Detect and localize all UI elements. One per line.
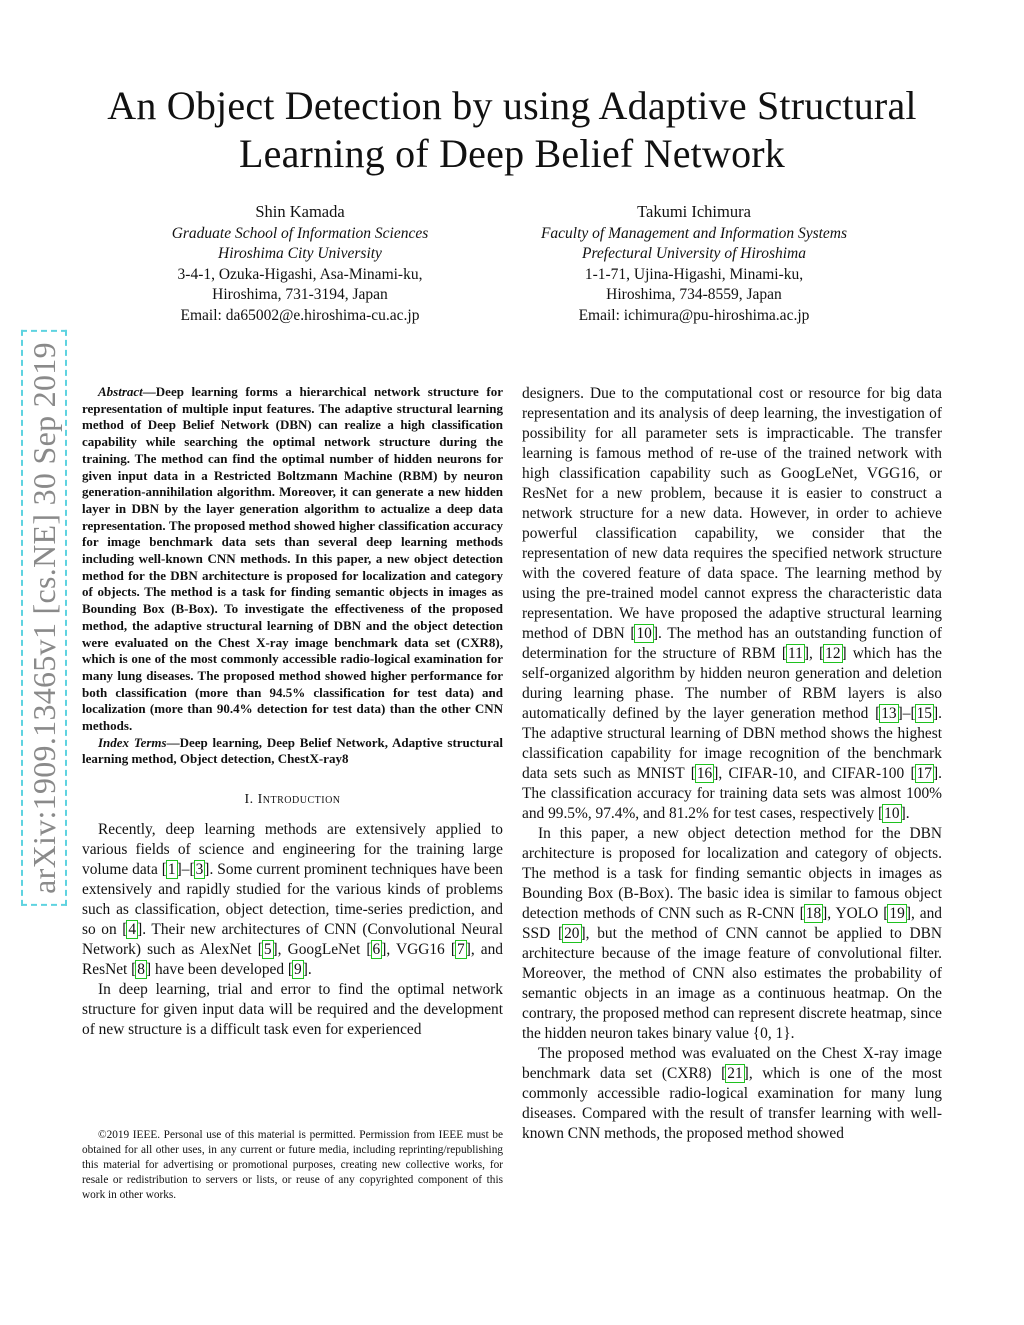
author-institution: Prefectural University of Hiroshima — [581, 245, 806, 262]
citation-link[interactable]: 20 — [564, 925, 580, 942]
citation-link[interactable]: 10 — [884, 805, 900, 822]
text-run: Recently, deep learning methods are extensively applied to various fields of science and engineering for the training large volume data — [82, 821, 503, 879]
citation-link[interactable]: 7 — [457, 941, 465, 959]
author-address-line: 1-1-71, Ujina-Higashi, Minami-ku, — [584, 265, 804, 283]
author-institution: Hiroshima City University — [218, 245, 382, 262]
author-block-1 — [80, 202, 520, 326]
citation-link[interactable]: 9 — [294, 961, 302, 979]
citation-link[interactable]: 19 — [889, 905, 905, 922]
text-run: . The adaptive structural learning of DBN method shows the highest classification capability for image recognition of the benchmark data sets such as MNIST — [522, 705, 942, 782]
author-block-2 — [474, 202, 914, 326]
text-run: The proposed method was evaluated on the Chest X-ray image benchmark data set (CXR8) — [522, 1045, 942, 1082]
citation-link[interactable]: 8 — [137, 961, 145, 979]
text-run: – — [181, 861, 190, 879]
author-email: Email: da65002@e.hiroshima-cu.ac.jp — [180, 306, 420, 324]
index-terms — [82, 735, 503, 768]
citation-link[interactable]: 10 — [636, 625, 652, 642]
text-run: , VGG16 — [386, 941, 451, 959]
copyright-notice: ©2019 IEEE. Personal use of this material is permitted. Permission from IEEE must be obtained for all other uses, in any current or future media, including reprinting/republishing this material for advertising or promotional purposes, creating new collective works, for resale or redistribution to servers or lists, or reuse of any copyrighted component of this work in other works. — [82, 1129, 503, 1201]
right-paragraph-2: In this paper, a new object detection method for the DBN architecture is proposed for localization and category of objects. The method is a task for finding semantic objects in images as Bounding Box (B-Box). The basic idea is similar to famous object detection methods of CNN such as R-CNN [18], YOLO [19], and SSD [20], but the method of CNN cannot be applied to DBN architecture because of the image feature of convolutional filter. Moreover, the method of CNN also estimates the probability of semantic objects in an image as a continuous heatmap. On the contrary, the proposed method can represent discrete heatmap, since the hidden neuron takes binary value {0, 1}. — [522, 825, 942, 1042]
citation-link[interactable]: 15 — [916, 705, 932, 722]
right-paragraph-3: The proposed method was evaluated on the Chest X-ray image benchmark data set (CXR8) [21], which is one of the most commonly accessible radio-logical examination for many lung diseases. Compared with the result of transfer learning with well-known CNN methods, the proposed method showed — [522, 1045, 942, 1142]
text-run: . — [905, 805, 910, 822]
text-run: . Their new architectures of CNN (Convolutional Neural Network) such as AlexNet — [82, 921, 503, 959]
text-run: , but the method of CNN cannot be applied to DBN architecture because of the image feature of convolutional filter. Moreover, the method of CNN also estimates the probability of semantic objects in an image as a continuous heatmap. On the contrary, the proposed method can represent discrete heatmap, since the hidden neuron takes binary value {0, 1}. — [522, 925, 942, 1042]
citation-link[interactable]: 16 — [696, 765, 713, 782]
text-run: – — [902, 705, 911, 722]
citation-link[interactable]: 13 — [881, 705, 897, 722]
title-line-1: An Object Detection by using Adaptive Structural — [107, 83, 917, 128]
text-run: , and SSD — [522, 905, 942, 942]
index-terms-text: —Deep learning, Deep Belief Network, Adaptive structural learning method, Object detection, ChestX-ray8 — [82, 734, 503, 767]
citation-link[interactable]: 11 — [788, 645, 803, 662]
arxiv-identifier-stamp[interactable]: arXiv:1909.13465v1 [cs.NE] 30 Sep 2019 — [21, 330, 67, 906]
text-run: , — [809, 645, 819, 662]
section-heading-introduction: I. Introduction — [244, 792, 341, 808]
citation-link[interactable]: 6 — [372, 941, 381, 959]
citation-link[interactable]: 17 — [916, 765, 932, 782]
author-affiliation: Faculty of Management and Information Systems — [540, 224, 848, 242]
text-run: , CIFAR-10, and CIFAR-100 — [718, 765, 911, 782]
paper-title — [60, 82, 964, 178]
text-run: have been developed — [151, 961, 288, 979]
text-run: . Some current prominent techniques have been extensively and rapidly studied for the various kinds of problems such as classification, object detection, time-series prediction, and so on — [82, 861, 503, 939]
text-run: , GoogLeNet — [277, 941, 367, 959]
abstract-label: Abstract — [98, 384, 143, 399]
right-column — [522, 384, 942, 1144]
text-run: which has the self-organized algorithm by hidden neuron generation and deletion during learning phase. The number of RBM layers is also automatically defined by the layer generation method — [522, 645, 942, 722]
author-email: Email: ichimura@pu-hiroshima.ac.jp — [578, 306, 810, 324]
citation-link[interactable]: 18 — [805, 905, 822, 922]
right-paragraph-1: designers. Due to the computational cost or resource for big data representation and its analysis of deep learning, the investigation of possibility for all parameter sets is impracticable. The transfer learning is famous method of re-use of the trained network with high classification capability such as GoogLeNet, VGG16, or ResNet for a new problem, because it is easier to construct a network structure for a new data. However, in order to achieve powerful classification capability, we consider that the representation of new data requires the specified network structure with the covered feature of data space. The learning method by using the pre-trained model cannot express the characteristic data representation. We have proposed the adaptive structural learning method of DBN [10]. The method has an outstanding function of determination for the structure of RBM [11], [12] which has the self-organized algorithm by hidden neuron generation and deletion during learning phase. The number of RBM layers is also automatically defined by the layer generation method [13]–[15]. The adaptive structural learning of DBN method shows the highest classification capability for image recognition of the benchmark data sets such as MNIST [16], CIFAR-10, and CIFAR-100 [17]. The classification accuracy for training data sets was almost 100% and 99.5%, 97.4%, and 81.2% for test cases, respectively [10]. — [522, 385, 942, 822]
abstract-text: —Deep learning forms a hierarchical network structure for representation of multiple input features. The adaptive structural learning method of Deep Belief Network (DBN) can realize a high classification capability while searching the optimal network structure during the training. The method can find the optimal number of hidden neurons for given input data in a Restricted Boltzmann Machine (RBM) by neuron generation-annihilation algorithm. Moreover, it can generate a new hidden layer in DBN by the layer generation algorithm to actualize a deep data representation. The proposed method showed higher classification accuracy for image benchmark data sets than several deep learning methods including well-known CNN methods. In this paper, a new object detection method for the DBN architecture is proposed for localization and category of objects. The method is a task for finding semantic objects in images as Bounding Box (B-Box). To investigate the effectiveness of the proposed method, the adaptive structural learning of DBN and the object detection were evaluated on the Chest X-ray image benchmark data set (CXR8), which is one of the most commonly accessible radio-logical examination for many lung diseases. The proposed method showed higher performance for both classification (more than 94.5% classification for test data) and localization (more than 90.4% detection for test data) than the other CNN methods. — [82, 384, 503, 734]
text-run: designers. Due to the computational cost or resource for big data representation and its analysis of deep learning, the investigation of possibility for all parameter sets is impracticable. The transfer learning is famous method of re-use of the trained network with high classification capability such as GoogLeNet, VGG16, or ResNet for a new problem, because it is easier to construct a network structure for a new data. However, in order to achieve powerful classification capability, we consider that the representation of new data requires the specified network structure with the covered feature of data space. The learning method by using the pre-trained model cannot express the characteristic data representation. We have proposed the adaptive structural learning method of DBN — [522, 385, 942, 642]
citation-link[interactable]: 1 — [167, 861, 176, 879]
citation-link[interactable]: 3 — [195, 861, 204, 879]
author-address-line: Hiroshima, 731-3194, Japan — [212, 286, 388, 303]
text-run: , and ResNet — [82, 941, 504, 979]
text-run: , which is one of the most commonly accessible radio-logical examination for many lung diseases. Compared with the result of transfer learning with well-known CNN methods, the proposed method showed — [522, 1065, 942, 1142]
author-address-line: Hiroshima, 734-8559, Japan — [606, 286, 782, 303]
citation-link[interactable]: 4 — [128, 921, 137, 939]
author-address-line: 3-4-1, Ozuka-Higashi, Asa-Minami-ku, — [177, 265, 423, 283]
citation-link[interactable]: 5 — [263, 941, 272, 959]
intro-paragraph-1: Recently, deep learning methods are extensively applied to various fields of science and engineering for the training large volume data [1]–[3]. Some current prominent techniques have been extensively and rapidly studied for the various kinds of problems such as classification, object detection, time-series prediction, and so on [4]. Their new architectures of CNN (Convolutional Neural Network) such as AlexNet [5], GoogLeNet [6], VGG16 [7], and ResNet [8] have been developed [9]. — [82, 821, 504, 979]
author-affiliation: Graduate School of Information Sciences — [171, 224, 429, 242]
citation-link[interactable]: 21 — [727, 1065, 743, 1082]
text-run: . — [307, 961, 312, 979]
text-run: . The classification accuracy for training data sets was almost 100% and 99.5%, 97.4%, and 81.2% for test cases, respectively — [522, 765, 942, 822]
citation-link[interactable]: 12 — [825, 645, 841, 662]
title-line-2: Learning of Deep Belief Network — [239, 131, 785, 176]
text-run: , YOLO — [827, 905, 884, 922]
author-name: Shin Kamada — [255, 202, 345, 221]
intro-paragraph-2: In deep learning, trial and error to find the optimal network structure for given input data will be required and the development of new structure is a difficult task even for experienced — [82, 981, 503, 1039]
left-column — [82, 384, 503, 1040]
index-terms-label: Index Terms — [98, 734, 167, 750]
author-name: Takumi Ichimura — [637, 202, 751, 221]
abstract — [82, 384, 503, 735]
text-run: In this paper, a new object detection method for the DBN architecture is proposed for localization and category of objects. The method is a task for finding semantic objects in images as Bounding Box (B-Box). The basic idea is similar to famous object detection methods of CNN such as R-CNN — [522, 825, 942, 922]
text-run: . The method has an outstanding function of determination for the structure of RBM — [522, 625, 942, 662]
